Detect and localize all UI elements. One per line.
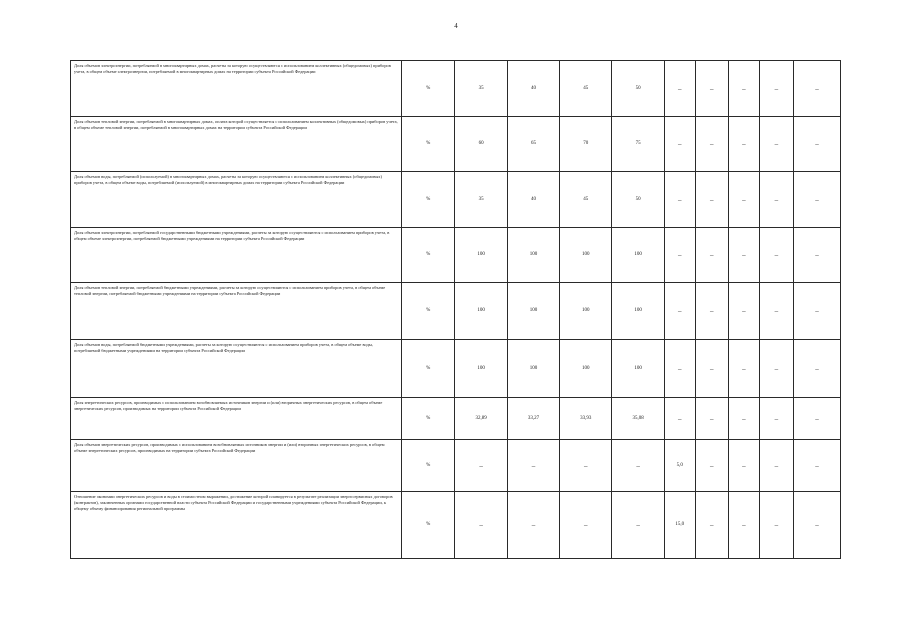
indicators-table <box>70 60 841 559</box>
indicator-description: Доля энергетических ресурсов, производимых с использованием возобновляемых источников энергии и (или) вторичных энергетических ресурсов, в общем объеме энергетических ресурсов, производимых на территории субъекта Российской Федерации <box>71 398 402 440</box>
indicator-value-cell: – <box>560 440 612 492</box>
indicator-value-cell: – <box>759 117 793 172</box>
indicator-value-cell: – <box>728 228 759 283</box>
indicator-value-cell: 50 <box>612 172 664 228</box>
table-row <box>71 172 841 228</box>
table-row <box>71 398 841 440</box>
indicator-value-cell: 40 <box>507 61 559 117</box>
indicator-unit: % <box>402 172 455 228</box>
indicator-value-cell: – <box>728 283 759 340</box>
indicator-value-cell: 100 <box>560 283 612 340</box>
indicator-value-cell: 35,08 <box>612 398 664 440</box>
table-row <box>71 283 841 340</box>
indicator-value-cell: – <box>793 117 840 172</box>
indicator-value-cell: – <box>759 283 793 340</box>
indicator-value-cell: – <box>664 340 695 398</box>
indicator-value-cell: – <box>728 440 759 492</box>
indicator-value-cell: 50 <box>612 61 664 117</box>
indicator-value-cell: – <box>793 228 840 283</box>
indicator-value-cell: 100 <box>507 283 559 340</box>
indicator-value-cell: – <box>695 492 728 559</box>
indicator-value-cell: – <box>507 440 559 492</box>
indicator-value-cell: – <box>759 61 793 117</box>
page-number: 4 <box>454 22 458 30</box>
indicator-value-cell: 100 <box>560 340 612 398</box>
indicator-value-cell: – <box>793 340 840 398</box>
indicator-value-cell: – <box>695 172 728 228</box>
indicator-value-cell: – <box>793 172 840 228</box>
indicator-value-cell: – <box>728 172 759 228</box>
indicator-value-cell: – <box>793 440 840 492</box>
indicator-value-cell: 100 <box>612 283 664 340</box>
table-row <box>71 492 841 559</box>
indicator-value-cell: 75 <box>612 117 664 172</box>
indicator-value-cell: – <box>695 61 728 117</box>
indicator-value-cell: 32,89 <box>455 398 507 440</box>
indicator-value-cell: – <box>759 440 793 492</box>
indicator-unit: % <box>402 283 455 340</box>
indicator-value-cell: 45 <box>560 172 612 228</box>
indicator-value-cell: 100 <box>507 228 559 283</box>
indicator-value-cell: – <box>695 340 728 398</box>
indicator-value-cell: – <box>728 117 759 172</box>
indicator-value-cell: – <box>793 398 840 440</box>
indicator-value-cell: – <box>759 492 793 559</box>
indicator-value-cell: 33,93 <box>560 398 612 440</box>
indicator-value-cell: – <box>695 440 728 492</box>
indicator-unit: % <box>402 340 455 398</box>
indicator-unit: % <box>402 492 455 559</box>
indicator-value-cell: – <box>455 492 507 559</box>
indicator-value-cell: – <box>759 228 793 283</box>
indicator-value-cell: 100 <box>507 340 559 398</box>
indicator-value-cell: 100 <box>612 340 664 398</box>
indicator-value-cell: – <box>759 172 793 228</box>
indicator-value-cell: 35 <box>455 61 507 117</box>
indicator-value-cell: – <box>759 398 793 440</box>
indicator-value-cell: – <box>728 61 759 117</box>
indicator-description: Доля объемов тепловой энергии, потребляемой в многоквартирных домах, оплата которой осуществляется с использованием коллективных (общедомовых) приборов учета, в общем объеме тепловой энергии, потребляемой в многоквартирных домах на территории субъекта Российской Федерации <box>71 117 402 172</box>
indicator-value-cell: 70 <box>560 117 612 172</box>
indicator-unit: % <box>402 61 455 117</box>
indicator-description: Доля объемов воды, потребляемой бюджетными учреждениями, расчеты за которую осуществляются с использованием приборов учета, в общем объеме воды, потребляемой бюджетными учреждениями на территории субъекта Российской Федерации <box>71 340 402 398</box>
indicator-description: Доля объемов электроэнергии, потребляемой в многоквартирных домах, расчеты за которую осуществляются с использованием коллективных (общедомовых) приборов учета, в общем объеме электроэнергии, потребляемой в многоквартирных домах на территории субъекта Российской Федерации <box>71 61 402 117</box>
indicator-value-cell: – <box>560 492 612 559</box>
indicator-value-cell: 65 <box>507 117 559 172</box>
indicator-value-cell: – <box>759 340 793 398</box>
indicator-value-cell: 100 <box>455 340 507 398</box>
indicator-value-cell: 45 <box>560 61 612 117</box>
indicator-value-cell: – <box>664 283 695 340</box>
indicator-value-cell: – <box>507 492 559 559</box>
indicator-value-cell: – <box>728 340 759 398</box>
indicator-description: Отношение экономии энергетических ресурсов и воды в стоимостном выражении, достижение которой планируется в результате реализации энергосервисных договоров (контрактов), заключенных органами государственной власти субъекта Российской Федерации и государственными учреждениями субъекта Российской Федерации, к общему объему финансирования региональной программы <box>71 492 402 559</box>
indicator-value-cell: – <box>695 398 728 440</box>
indicator-value-cell: 35 <box>455 172 507 228</box>
indicator-unit: % <box>402 228 455 283</box>
indicator-value-cell: 100 <box>560 228 612 283</box>
indicator-value-cell: 100 <box>612 228 664 283</box>
indicator-description: Доля объемов тепловой энергии, потребляемой бюджетными учреждениями, расчеты за которую осуществляются с использованием приборов учета, в общем объеме тепловой энергии, потребляемой бюджетными учреждениями на территории субъекта Российской Федерации <box>71 283 402 340</box>
indicator-value-cell: – <box>728 398 759 440</box>
indicator-value-cell: – <box>793 61 840 117</box>
indicators-table-body <box>71 61 841 559</box>
indicator-value-cell: 15,0 <box>664 492 695 559</box>
indicator-unit: % <box>402 398 455 440</box>
indicator-value-cell: – <box>664 61 695 117</box>
indicator-value-cell: 33,27 <box>507 398 559 440</box>
indicator-value-cell: 100 <box>455 228 507 283</box>
indicator-value-cell: – <box>664 172 695 228</box>
indicator-value-cell: – <box>793 492 840 559</box>
indicator-description: Доля объемов воды, потребляемой (используемой) в многоквартирных домах, расчеты за которую осуществляются с использованием коллективных (общедомовых) приборов учета, в общем объеме воды, потребляемой (используемой) в многоквартирных домах на территории субъекта Российской Федерации <box>71 172 402 228</box>
indicator-value-cell: 60 <box>455 117 507 172</box>
indicator-value-cell: – <box>728 492 759 559</box>
indicator-value-cell: 5,0 <box>664 440 695 492</box>
indicator-value-cell: – <box>455 440 507 492</box>
indicator-value-cell: 100 <box>455 283 507 340</box>
indicator-description: Доля объемов энергетических ресурсов, производимых с использованием возобновляемых источников энергии и (или) вторичных энергетических ресурсов, в общем объеме энергетических ресурсов, производимых на территории субъекта Российской Федерации <box>71 440 402 492</box>
indicator-value-cell: – <box>664 117 695 172</box>
table-row <box>71 228 841 283</box>
indicator-value-cell: – <box>695 228 728 283</box>
table-row <box>71 440 841 492</box>
indicator-value-cell: – <box>695 283 728 340</box>
table-row <box>71 117 841 172</box>
indicator-value-cell: – <box>612 492 664 559</box>
indicator-unit: % <box>402 440 455 492</box>
indicator-value-cell: – <box>664 228 695 283</box>
indicator-value-cell: – <box>664 398 695 440</box>
indicator-unit: % <box>402 117 455 172</box>
indicator-value-cell: – <box>695 117 728 172</box>
indicator-description: Доля объемов электроэнергии, потребляемой государственными бюджетными учреждениями, расчеты за которую осуществляются с использованием приборов учета, в общем объеме электроэнергии, потребляемой бюджетными учреждениями на территории субъекта Российской Федерации <box>71 228 402 283</box>
indicator-value-cell: – <box>612 440 664 492</box>
table-row <box>71 340 841 398</box>
indicator-value-cell: – <box>793 283 840 340</box>
indicator-value-cell: 40 <box>507 172 559 228</box>
table-row <box>71 61 841 117</box>
